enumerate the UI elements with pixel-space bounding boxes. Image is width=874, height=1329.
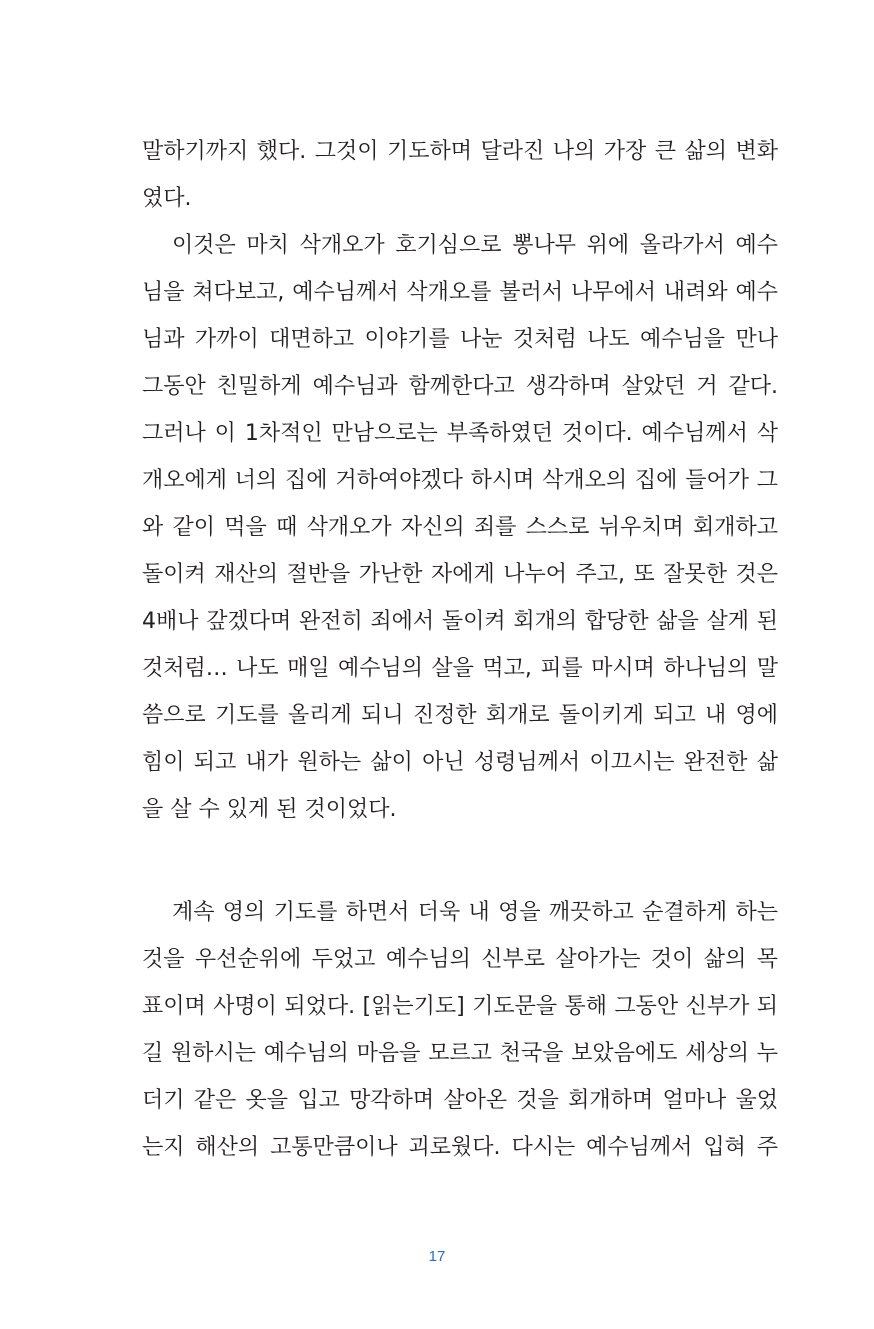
text-line: 이것은 마치 삭개오가 호기심으로 뽕나무 위에 올라가서 예수 bbox=[172, 233, 778, 258]
text-line: 그동안 친밀하게 예수님과 함께한다고 생각하며 살았던 거 같다. bbox=[142, 374, 778, 399]
text-line: 그러나 이 1차적인 만남으로는 부족하였던 것이다. 예수님께서 삭 bbox=[142, 421, 778, 446]
text-line: 힘이 되고 내가 원하는 삶이 아닌 성령님께서 이끄시는 완전한 삶 bbox=[142, 750, 778, 775]
page-number: 17 bbox=[428, 1248, 446, 1265]
text-line: 더기 같은 옷을 입고 망각하며 살아온 것을 회개하며 얼마나 울었 bbox=[142, 1088, 778, 1113]
text-line: 돌이켜 재산의 절반을 가난한 자에게 나누어 주고, 또 잘못한 것은 bbox=[142, 562, 778, 587]
text-line: 님과 가까이 대면하고 이야기를 나눈 것처럼 나도 예수님을 만나 bbox=[142, 327, 778, 352]
text-line: 길 원하시는 예수님의 마음을 모르고 천국을 보았음에도 세상의 누 bbox=[142, 1041, 778, 1066]
body-text bbox=[142, 128, 778, 1171]
paragraph-gap bbox=[142, 833, 778, 889]
text-line: 님을 쳐다보고, 예수님께서 삭개오를 불러서 나무에서 내려와 예수 bbox=[142, 280, 778, 305]
text-line: 개오에게 너의 집에 거하여야겠다 하시며 삭개오의 집에 들어가 그 bbox=[142, 468, 778, 493]
text-line: 표이며 사명이 되었다. [읽는기도] 기도문을 통해 그동안 신부가 되 bbox=[142, 994, 778, 1019]
text-line: 4배나 갚겠다며 완전히 죄에서 돌이켜 회개의 합당한 삶을 살게 된 bbox=[142, 609, 778, 634]
text-line: 계속 영의 기도를 하면서 더욱 내 영을 깨끗하고 순결하게 하는 bbox=[172, 900, 778, 925]
text-line: 는지 해산의 고통만큼이나 괴로웠다. 다시는 예수님께서 입혀 주 bbox=[142, 1135, 778, 1160]
text-line: 것을 우선순위에 두었고 예수님의 신부로 살아가는 것이 삶의 목 bbox=[142, 947, 778, 972]
text-line: 을 살 수 있게 된 것이었다. bbox=[142, 797, 397, 822]
text-line: 씀으로 기도를 올리게 되니 진정한 회개로 돌이키게 되고 내 영에 bbox=[142, 703, 778, 728]
text-line: 것처럼… 나도 매일 예수님의 살을 먹고, 피를 마시며 하나님의 말 bbox=[142, 656, 778, 681]
text-line: 였다. bbox=[142, 186, 192, 211]
text-line: 와 같이 먹을 때 삭개오가 자신의 죄를 스스로 뉘우치며 회개하고 bbox=[142, 515, 778, 540]
text-line: 말하기까지 했다. 그것이 기도하며 달라진 나의 가장 큰 삶의 변화 bbox=[142, 139, 778, 164]
